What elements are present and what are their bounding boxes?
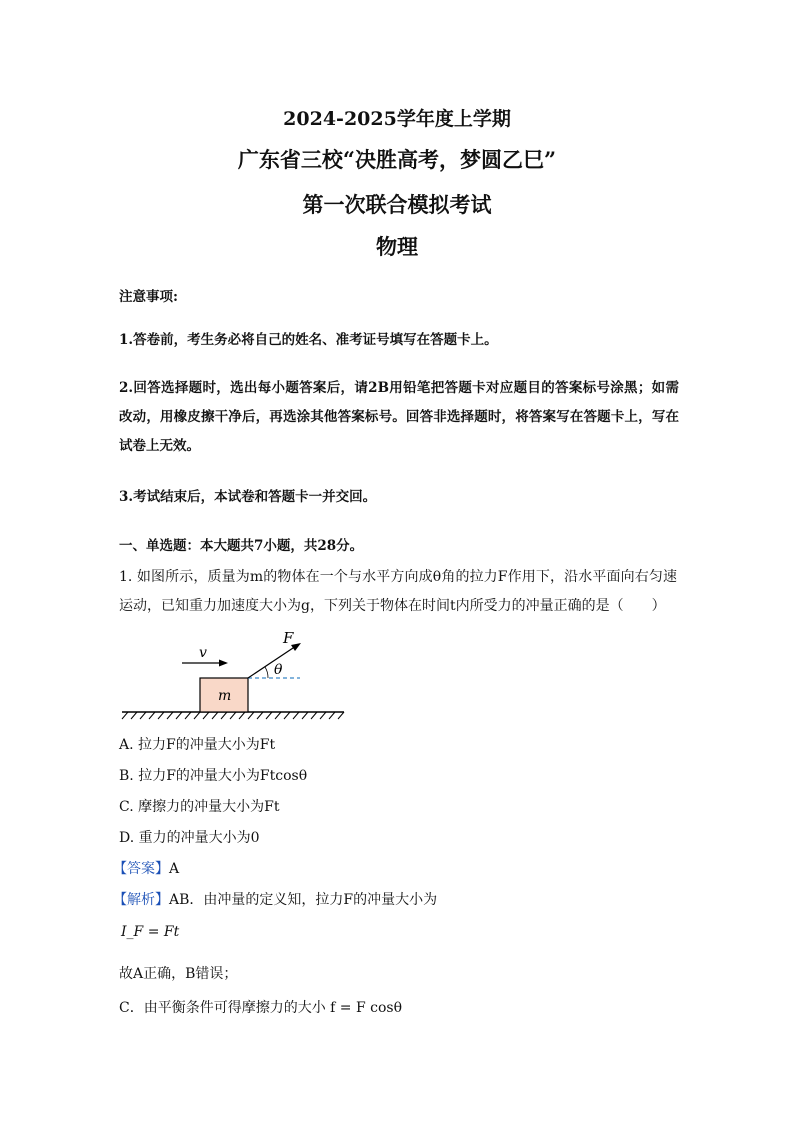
analysis-tag: 【解析】 xyxy=(113,892,169,908)
answer-line xyxy=(113,858,179,878)
answer-value: A xyxy=(169,861,180,877)
note-item-3: 3.考试结束后，本试卷和答题卡一并交回。 xyxy=(119,489,377,505)
force-arrow xyxy=(248,646,296,678)
option-c: C. 摩擦力的冲量大小为Ft xyxy=(119,799,280,815)
analysis-line-4: C．由平衡条件可得摩擦力的大小 f = F cosθ xyxy=(119,1000,403,1016)
note-item-2: 2.回答选择题时，选出每小题答案后，请2B用铅笔把答题卡对应题目的答案标号涂黑；如需改动，用橡皮擦干净后，再选涂其他答案标号。回答非选择题时，将答案写在答题卡上，写在试卷上无效。 xyxy=(119,380,679,454)
option-a: A. 拉力F的冲量大小为Ft xyxy=(119,737,276,753)
question-1-stem: 1. 如图所示，质量为m的物体在一个与水平方向成θ角的拉力F作用下，沿水平面向右匀速运动，已知重力加速度大小为g，下列关于物体在时间t内所受力的冲量正确的是（ ） xyxy=(119,569,677,614)
section-heading: 一、单选题：本大题共7小题，共28分。 xyxy=(119,538,364,554)
subject-title: 物理 xyxy=(376,234,418,259)
velocity-label: v xyxy=(199,645,207,661)
analysis-line-3: 故A正确，B错误； xyxy=(119,966,238,982)
notes-heading: 注意事项: xyxy=(119,289,178,305)
question-1-diagram xyxy=(118,626,358,722)
analysis-formula: I_F = Ft xyxy=(121,924,180,940)
exam-year-title: 2024-2025学年度上学期 xyxy=(283,108,511,130)
angle-arc xyxy=(265,667,268,678)
angle-label: θ xyxy=(274,662,283,678)
option-d: D. 重力的冲量大小为0 xyxy=(119,830,260,846)
note-item-1: 1.答卷前，考生务必将自己的姓名、准考证号填写在答题卡上。 xyxy=(119,332,498,348)
exam-schools-title: 广东省三校“决胜高考，梦圆乙巳” xyxy=(237,147,557,172)
force-label: F xyxy=(283,629,294,647)
mass-label: m xyxy=(218,688,232,704)
analysis-line-1 xyxy=(113,889,437,909)
exam-name-title: 第一次联合模拟考试 xyxy=(302,192,492,217)
analysis-text-1: AB．由冲量的定义知，拉力F的冲量大小为 xyxy=(169,892,438,908)
option-b: B. 拉力F的冲量大小为Ftcosθ xyxy=(119,768,308,784)
answer-tag: 【答案】 xyxy=(113,861,169,877)
